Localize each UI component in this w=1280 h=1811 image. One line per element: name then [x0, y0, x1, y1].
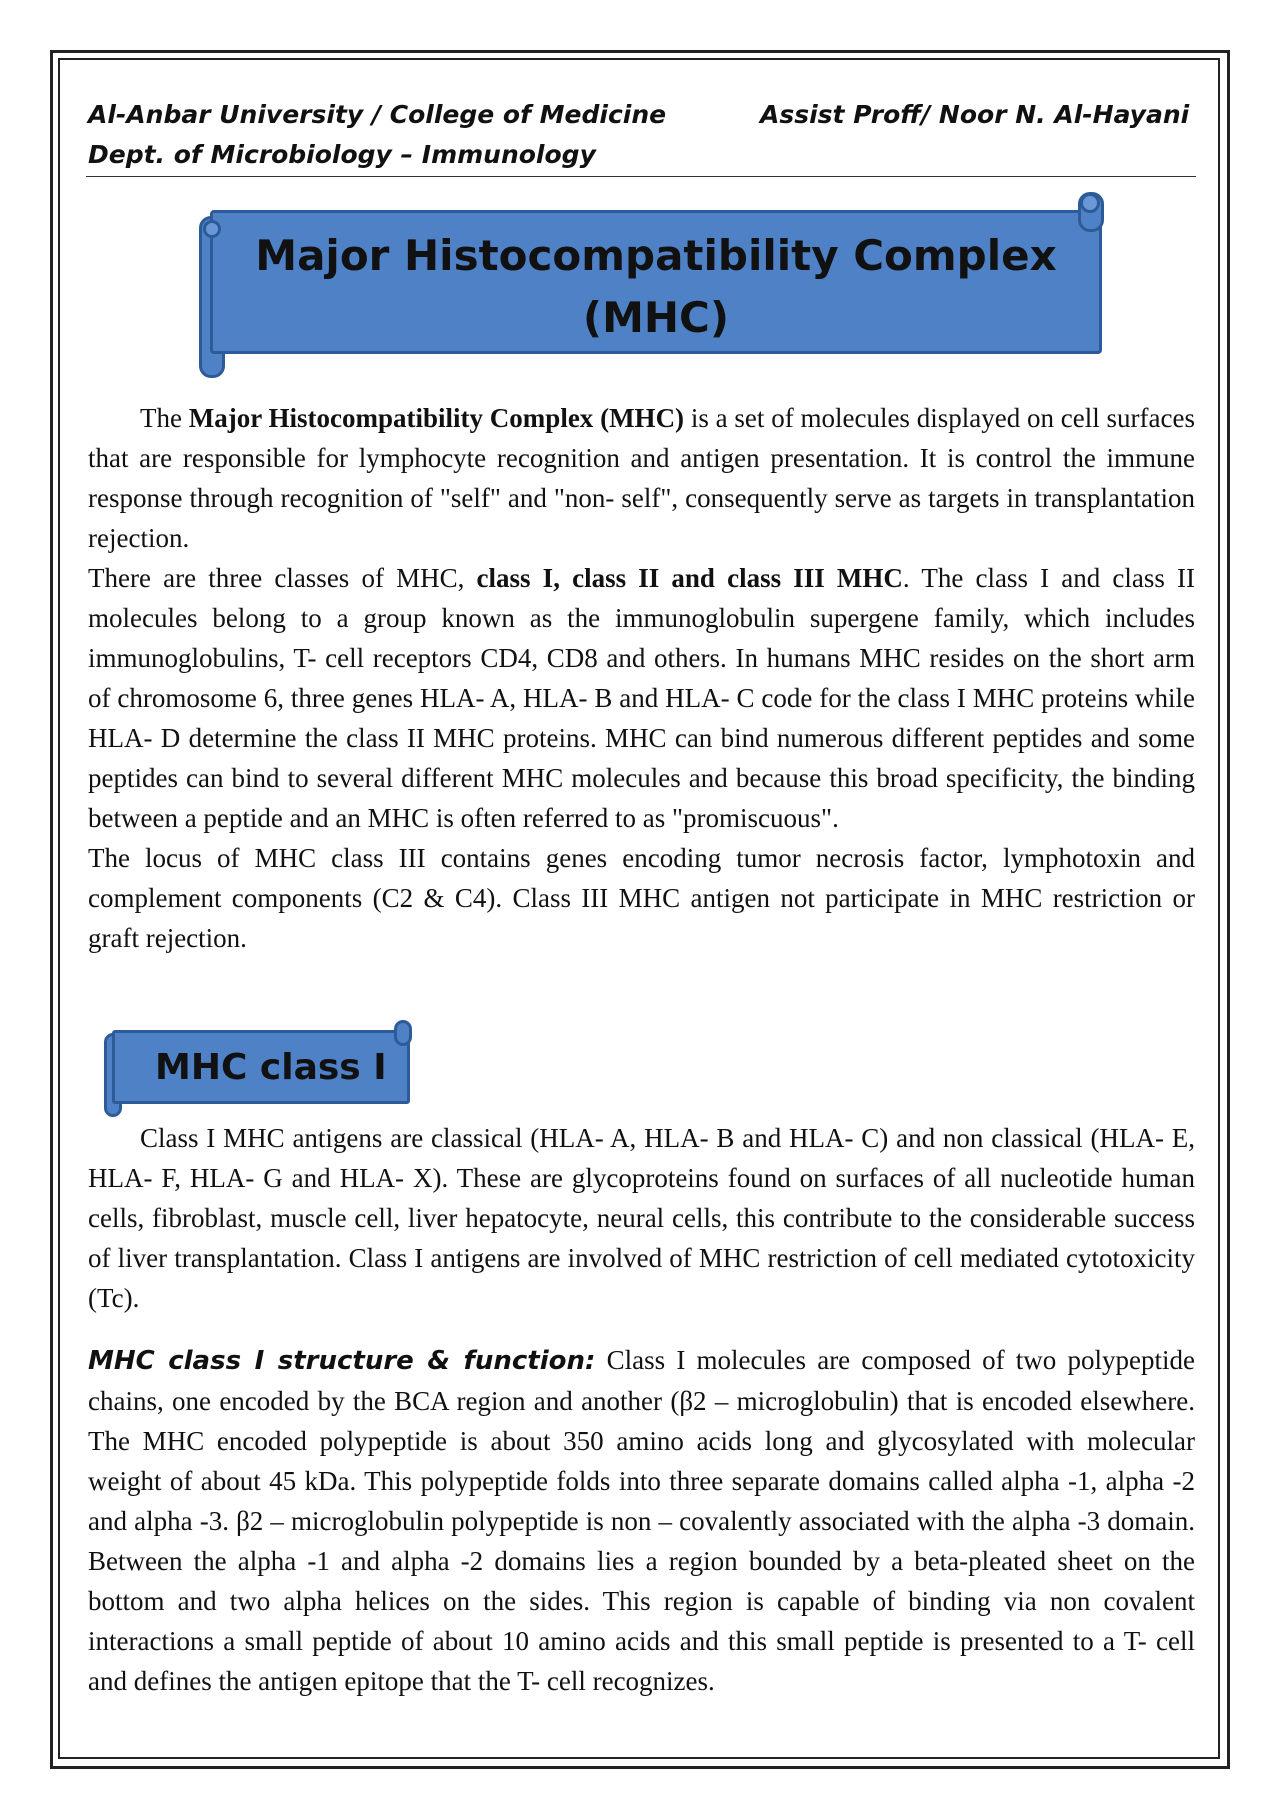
class1-banner-title: MHC class I — [155, 1047, 387, 1088]
header-author: Assist Proff/ Noor N. Al-Hayani — [760, 100, 1190, 129]
intro-paragraph-1 — [88, 398, 1195, 558]
class1-structure-section — [88, 1340, 1195, 1701]
intro-p1-lead: The — [140, 403, 189, 433]
header-divider — [86, 176, 1196, 177]
structure-body: Class I molecules are composed of two polypeptide chains, one encoded by the BCA region and another (β2 – microglobulin) that is encoded elsewhere. The MHC encoded polypeptide is about 350 amino acids long and glycosylated with molecular weight of about 45 kDa. This polypeptide folds into three separate domains called alpha -1, alpha -2 and alpha -3. β2 – microglobulin polypeptide is non – covalently associated with the alpha -3 domain. Between the alpha -1 and alpha -2 domains lies a region bounded by a beta-pleated sheet on the bottom and two alpha helices on the sides. This region is capable of binding via non covalent interactions a small peptide of about 10 amino acids and this small peptide is presented to a T- cell and defines the antigen epitope that the T- cell recognizes. — [88, 1345, 1195, 1696]
class1-paragraph: Class I MHC antigens are classical (HLA- A, HLA- B and HLA- C) and non classical (HLA- E, HLA- F, HLA- G and HLA- X). These are glycoproteins found on surfaces of all nucleotide human cells, fibroblast, muscle cell, liver hepatocyte, neural cells, this contribute to the considerable success of liver transplantation. Class I antigens are involved of MHC restriction of cell mediated cytotoxicity (Tc). — [88, 1123, 1195, 1313]
intro-section — [88, 398, 1195, 958]
class1-banner-right-roll — [394, 1020, 412, 1046]
page-title-acronym: (MHC) — [582, 293, 730, 342]
page-title: Major Histocompatibility Complex — [255, 231, 1057, 280]
header-department: Dept. of Microbiology – Immunology — [88, 140, 596, 169]
intro-p2-classes: class I, class II and class III MHC — [476, 563, 903, 593]
intro-p1-body: is a set of molecules displayed on cell surfaces that are responsible for lymphocyte recognition and antigen presentation. It is control the immune response through recognition of "self" and "non- self", consequently serve as targets in transplantation rejection. — [88, 403, 1195, 553]
title-banner-curl-left — [203, 220, 221, 238]
intro-p1-term: Major Histocompatibility Complex (MHC) — [188, 403, 685, 433]
structure-heading: MHC class I structure & function: — [88, 1346, 596, 1376]
header-university: Al-Anbar University / College of Medicine — [88, 100, 667, 129]
class1-structure-paragraph — [88, 1340, 1195, 1701]
intro-p2-lead: There are three classes of MHC, — [88, 563, 477, 593]
intro-p2-body: . The class I and class II molecules belong to a group known as the immunoglobulin supergene family, which includes immunoglobulins, T- cell receptors CD4, CD8 and others. In humans MHC resides on the short arm of chromosome 6, three genes HLA- A, HLA- B and HLA- C code for the class I MHC proteins while HLA- D determine the class II MHC proteins. MHC can bind numerous different peptides and some peptides can bind to several different MHC molecules and because this broad specificity, the binding between a peptide and an MHC is often referred to as "promiscuous". — [88, 563, 1196, 833]
class1-section — [88, 1118, 1195, 1318]
title-banner-curl — [1080, 193, 1100, 213]
intro-paragraph-2 — [88, 558, 1195, 838]
intro-paragraph-3: The locus of MHC class III contains genes encoding tumor necrosis factor, lymphotoxin and complement components (C2 & C4). Class III MHC antigen not participate in MHC restriction or graft rejection. — [88, 843, 1195, 953]
